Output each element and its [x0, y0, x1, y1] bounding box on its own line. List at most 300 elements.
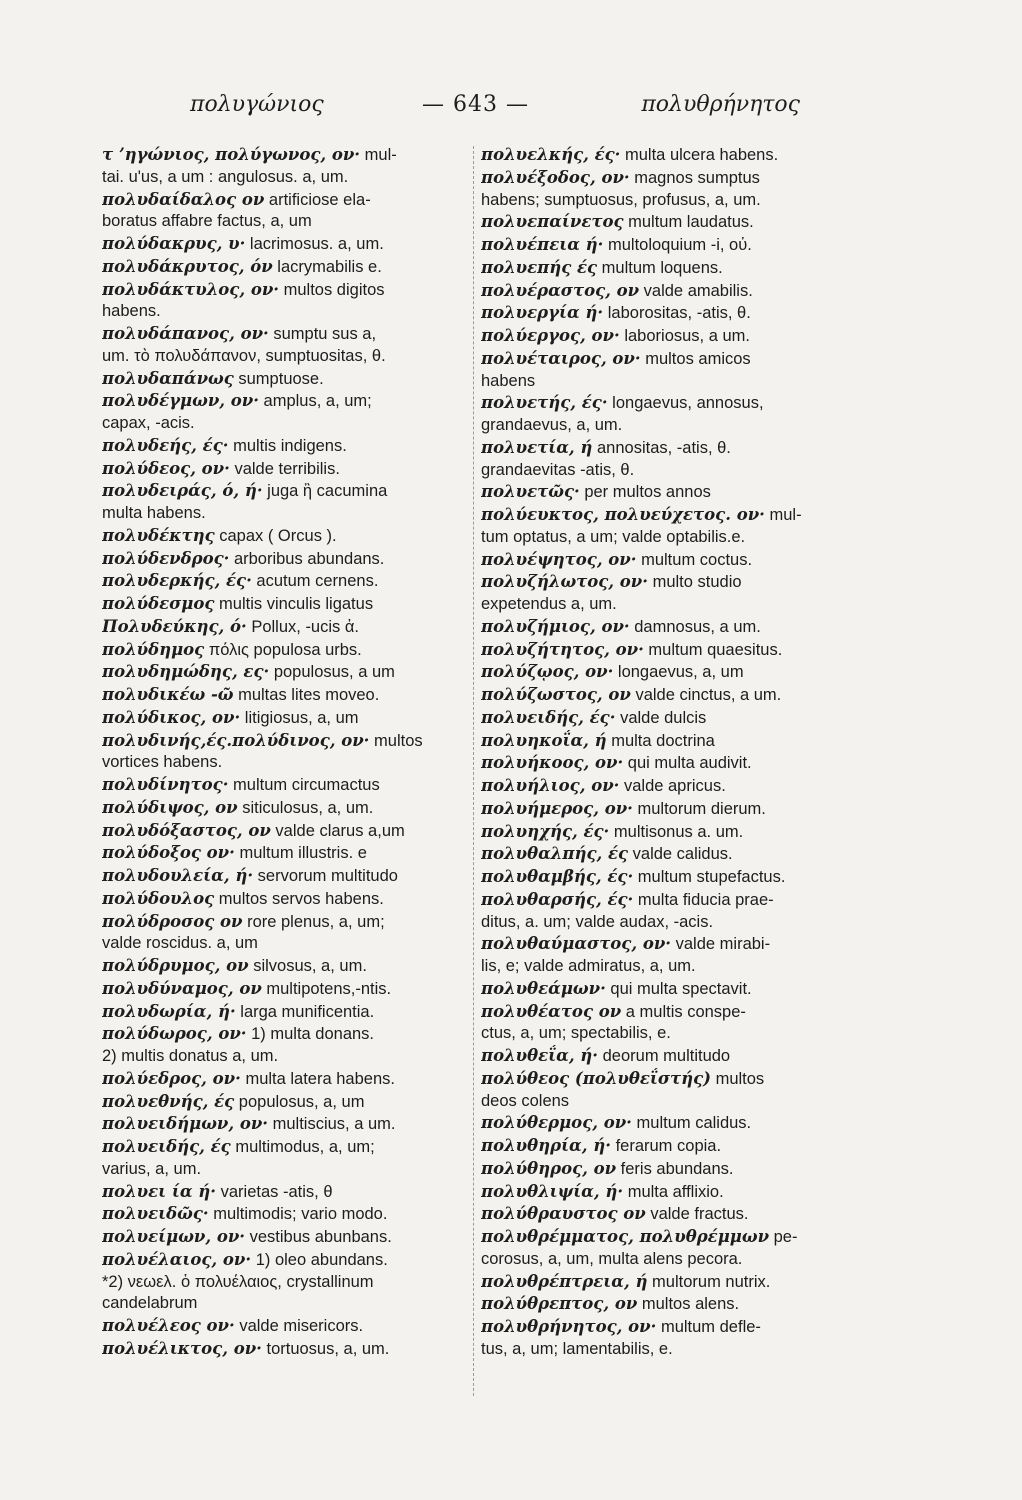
- headword: πολυήμερος, ον·: [481, 798, 633, 818]
- header-right-guide-word: πολυθρήνητος: [641, 92, 800, 117]
- entry-line: [102, 144, 470, 167]
- definition-text: multoloquium -i, οὐ.: [603, 236, 752, 254]
- definition-text: siticulosus, a, um.: [237, 798, 374, 817]
- entry-line: [102, 301, 470, 323]
- entry-line: [481, 1203, 861, 1226]
- definition-text: multum illustris. e: [234, 844, 367, 863]
- entry-line: [481, 1091, 861, 1113]
- headword: πολυετία, ή: [481, 437, 593, 457]
- entry-line: [481, 1045, 861, 1068]
- left-column: [102, 144, 470, 1404]
- headword: πολυδωρία, ή·: [102, 1001, 236, 1021]
- entry-line: [102, 368, 470, 391]
- headword: πολυέψητος, ον·: [481, 549, 637, 569]
- headword: πολυήλιος, ον·: [481, 776, 620, 795]
- entry-line: [481, 257, 861, 280]
- headword: Πολυδεύκης, ό·: [102, 616, 247, 636]
- entry-line: [481, 1339, 861, 1361]
- entry-line: [102, 413, 470, 435]
- entry-line: [102, 933, 470, 955]
- definition-text: acutum cernens.: [251, 572, 379, 591]
- entry-line: [102, 1272, 470, 1294]
- page-number: — 643 —: [422, 92, 529, 117]
- headword: πολυειδῶς·: [102, 1204, 209, 1224]
- headword: πολύδενδρος·: [102, 548, 230, 568]
- entry-line: [102, 1203, 470, 1226]
- entry-line: [481, 527, 861, 549]
- headword: πολύζωστος, ον: [481, 685, 631, 704]
- definition-text: 1) oleo abundans.: [251, 1250, 388, 1269]
- definition-text: multos alens.: [637, 1295, 740, 1314]
- entry-line: [481, 798, 861, 821]
- definition-text: um. τὸ πολυδάπανον, sumptuositas, θ.: [102, 346, 386, 365]
- entry-line: [102, 1181, 470, 1204]
- headword: πολυδάκτυλος, ον·: [102, 279, 280, 299]
- headword: πολυδέγμων, ον·: [102, 391, 259, 411]
- right-column: [481, 144, 861, 1404]
- headword: πολυδειράς, ό, ή·: [102, 481, 263, 501]
- definition-text: vestibus abunbans.: [245, 1228, 392, 1246]
- entry-line: [102, 774, 470, 797]
- definition-text: valde fractus.: [645, 1205, 749, 1224]
- definition-text: grandaevitas -atis, θ.: [481, 460, 635, 479]
- definition-text: mul-: [764, 506, 802, 524]
- headword: πολύευκτος, πολυεύχετος. ον·: [481, 505, 765, 524]
- header-left-guide-word: πολυγώνιος: [190, 92, 324, 117]
- entry-line: [481, 616, 861, 639]
- headword: πολυετῶς·: [481, 482, 580, 502]
- entry-line: [102, 323, 470, 346]
- entry-line: [102, 730, 470, 753]
- entry-line: [481, 211, 861, 234]
- definition-text: multa ulcera habens.: [620, 146, 779, 164]
- definition-text: feris abundans.: [616, 1159, 734, 1178]
- entry-line: [481, 912, 861, 934]
- definition-text: Pollux, -ucis ἀ.: [246, 617, 359, 636]
- entry-line: [481, 639, 861, 662]
- entry-line: [481, 1316, 861, 1339]
- definition-text: multa afflixio.: [623, 1182, 724, 1201]
- definition-text: πόλις populosa urbs.: [204, 640, 362, 659]
- headword: πολυδερκής, ές·: [102, 571, 252, 591]
- entry-line: [481, 1068, 861, 1091]
- entry-line: [102, 752, 470, 774]
- column-divider: [473, 146, 475, 1396]
- entry-line: [481, 889, 861, 912]
- definition-text: valde clarus a,um: [270, 821, 405, 840]
- definition-text: laborositas, -atis, θ.: [603, 304, 751, 323]
- headword: πολύδωρος, ον·: [102, 1024, 247, 1044]
- definition-text: annositas, -atis, θ.: [592, 438, 731, 457]
- headword: τ ʼηγώνιος, πολύγωνος, ον·: [102, 145, 361, 164]
- headword: πολυειδήμων, ον·: [102, 1114, 269, 1134]
- headword: πολυειδής, ές·: [481, 707, 616, 727]
- entry-line: [102, 480, 470, 503]
- headword: πολυεπής ές: [481, 257, 598, 277]
- entry-line: [102, 1315, 470, 1338]
- definition-text: habens; sumptuosus, profusus, a, um.: [481, 190, 761, 209]
- headword: πολυθαρσής, ές·: [481, 889, 634, 909]
- entry-line: [481, 661, 861, 684]
- definition-text: valde roscidus. a, um: [102, 934, 258, 953]
- entry-line: [481, 234, 861, 257]
- entry-line: [481, 144, 861, 167]
- entry-line: [481, 571, 861, 594]
- definition-text: tortuosus, a, um.: [261, 1339, 390, 1358]
- entry-line: [481, 752, 861, 775]
- headword: πολυθαλπής, ές: [481, 844, 629, 864]
- definition-text: multis vinculis ligatus: [214, 595, 374, 613]
- entry-line: [481, 1135, 861, 1158]
- entry-line: [481, 504, 861, 527]
- definition-text: multimodis; vario modo.: [208, 1205, 388, 1224]
- entry-line: [481, 1001, 861, 1024]
- definition-text: mul-: [360, 146, 397, 164]
- entry-line: [102, 167, 470, 189]
- definition-text: qui multa spectavit.: [605, 979, 752, 998]
- headword: πολυετής, ές·: [481, 393, 608, 413]
- definition-text: grandaevus, a, um.: [481, 416, 623, 434]
- headword: πολύθρεπτος, ον: [481, 1294, 638, 1314]
- headword: πολυέλικτος, ον·: [102, 1338, 262, 1358]
- definition-text: amplus, a, um;: [258, 392, 372, 411]
- headword: πολύδημος: [102, 639, 205, 659]
- headword: πολυθεάμων·: [481, 978, 606, 998]
- definition-text: valde cinctus, a um.: [630, 686, 782, 704]
- definition-text: arboribus abundans.: [229, 549, 385, 568]
- definition-text: multum coctus.: [636, 550, 753, 569]
- entry-line: [481, 460, 861, 482]
- definition-text: multiscius, a um.: [268, 1115, 396, 1134]
- definition-text: valde apricus.: [619, 777, 726, 795]
- entry-line: [102, 211, 470, 233]
- definition-text: boratus affabre factus, a, um: [102, 212, 312, 231]
- entry-line: [481, 1181, 861, 1204]
- headword: πολυθέατος ον: [481, 1001, 622, 1021]
- entry-line: [481, 730, 861, 753]
- entry-line: [102, 1023, 470, 1046]
- definition-text: valde amabilis.: [639, 281, 753, 300]
- headword: πολυέταιρος, ον·: [481, 348, 641, 368]
- entry-line: [102, 1113, 470, 1136]
- headword: πολυθαύμαστος, ον·: [481, 934, 672, 954]
- definition-text: tum optatus, a um; valde optabilis.e.: [481, 527, 746, 546]
- definition-text: populosus, a um: [269, 663, 395, 682]
- headword: πολυέλεος ον·: [102, 1316, 235, 1335]
- definition-text: multum defle-: [656, 1318, 761, 1336]
- entry-line: [481, 190, 861, 212]
- definition-text: lacrimosus. a, um.: [245, 235, 384, 253]
- entry-line: [102, 279, 470, 302]
- definition-text: multos digitos: [279, 280, 385, 299]
- headword: πολυδόξαστος, ον: [102, 820, 271, 840]
- headword: πολυδουλεία, ή·: [102, 866, 254, 885]
- definition-text: artificiose ela-: [264, 190, 371, 209]
- headword: πολύθερμος, ον·: [481, 1113, 632, 1133]
- headword: πολυέραστος, ον: [481, 280, 640, 300]
- headword: πολυδεής, ές·: [102, 435, 229, 455]
- definition-text: pe-: [769, 1228, 798, 1246]
- headword: πολυδαπάνως: [102, 368, 234, 388]
- headword: πολυδύναμος, ον: [102, 978, 262, 998]
- definition-text: vortices habens.: [102, 753, 223, 772]
- entry-line: [481, 325, 861, 348]
- definition-text: deorum multitudo: [598, 1047, 731, 1065]
- entry-line: [102, 1293, 470, 1315]
- definition-text: multisonus a. um.: [609, 822, 744, 841]
- entry-line: [481, 167, 861, 190]
- entry-line: [481, 302, 861, 325]
- definition-text: multum loquens.: [597, 258, 723, 277]
- definition-text: habens: [481, 371, 536, 390]
- entry-line: [102, 1249, 470, 1272]
- definition-text: multorum nutrix.: [647, 1272, 771, 1291]
- entry-line: [481, 978, 861, 1001]
- entry-line: [102, 797, 470, 820]
- definition-text: 2) multis donatus a, um.: [102, 1047, 279, 1065]
- entry-line: [481, 707, 861, 730]
- page-header: [190, 92, 800, 132]
- definition-text: corosus, a, um, multa alens pecora.: [481, 1249, 743, 1268]
- headword: πολυδέκτης: [102, 525, 215, 545]
- headword: πολυθρήνητος, ον·: [481, 1317, 657, 1336]
- definition-text: multum circumactus: [228, 776, 380, 794]
- definition-text: multis indigens.: [228, 436, 347, 455]
- definition-text: larga munificentia.: [235, 1002, 375, 1021]
- entry-line: [102, 888, 470, 911]
- definition-text: silvosus, a, um.: [248, 957, 367, 975]
- definition-text: tus, a, um; lamentabilis, e.: [481, 1339, 673, 1358]
- entry-line: [481, 392, 861, 415]
- definition-text: multo studio: [648, 573, 742, 592]
- entry-line: [102, 1159, 470, 1181]
- entry-line: [481, 348, 861, 371]
- definition-text: magnos sumptus: [629, 168, 760, 187]
- definition-text: multa habens.: [102, 504, 206, 522]
- headword: πολυελκής, ές·: [481, 145, 621, 164]
- headword: πολυει ία ή·: [102, 1181, 217, 1201]
- entry-line: [102, 684, 470, 707]
- definition-text: *2) νεωελ. ὁ πολυέλαιος, crystallinum: [102, 1272, 374, 1291]
- definition-text: capax, -acis.: [102, 414, 195, 432]
- headword: πολυέξοδος, ον·: [481, 167, 630, 187]
- definition-text: damnosus, a um.: [629, 617, 761, 636]
- definition-text: tai. u'us, a um : angulosus. a, um.: [102, 167, 349, 186]
- headword: πολυζήτητος, ον·: [481, 639, 644, 659]
- headword: πολύζῳος, ον·: [481, 662, 614, 682]
- headword: πολυδάκρυτος, όν: [102, 256, 273, 276]
- definition-text: litigiosus, a, um: [240, 708, 359, 727]
- entry-line: [102, 1136, 470, 1159]
- entry-line: [102, 548, 470, 571]
- definition-text: multipotens,-ntis.: [261, 979, 392, 998]
- entry-line: [102, 639, 470, 662]
- definition-text: multorum dierum.: [632, 799, 766, 818]
- definition-text: a multis conspe-: [621, 1002, 746, 1021]
- headword: πολυδημώδης, ες·: [102, 662, 270, 682]
- headword: πολύδρυμος, ον: [102, 956, 249, 975]
- entry-line: [481, 843, 861, 866]
- definition-text: populosus, a, um: [234, 1092, 365, 1111]
- entry-line: [481, 775, 861, 798]
- entry-line: [481, 933, 861, 956]
- entry-line: [102, 390, 470, 413]
- headword: πολυθηρία, ή·: [481, 1136, 611, 1155]
- definition-text: multum quaesitus.: [643, 640, 783, 659]
- headword: πολυηχής, ές·: [481, 821, 610, 841]
- headword: πολύδεος, ον·: [102, 458, 230, 478]
- entry-line: [481, 1112, 861, 1135]
- headword: πολυδικέω -ῶ: [102, 685, 234, 704]
- entry-line: [102, 1046, 470, 1068]
- headword: πολυεθνής, ές: [102, 1091, 235, 1111]
- definition-text: 1) multa donans.: [246, 1025, 375, 1044]
- headword: πολύθηρος, ον: [481, 1158, 617, 1178]
- entry-line: [102, 593, 470, 616]
- definition-text: habens.: [102, 302, 161, 321]
- definition-text: expetendus a, um.: [481, 595, 617, 613]
- definition-text: valde dulcis: [615, 708, 707, 727]
- headword: πολύδιψος, ον: [102, 797, 238, 817]
- definition-text: multum stupefactus.: [633, 868, 786, 886]
- definition-text: sumptu sus a,: [268, 325, 377, 343]
- definition-text: candelabrum: [102, 1294, 198, 1313]
- headword: πολυειδής, ές: [102, 1137, 231, 1156]
- entry-line: [102, 865, 470, 888]
- entry-line: [481, 1293, 861, 1316]
- entry-line: [481, 280, 861, 303]
- headword: πολύδεσμος: [102, 594, 215, 613]
- entry-line: [481, 1158, 861, 1181]
- definition-text: multos: [710, 1069, 765, 1088]
- headword: πολυεπαίνετος: [481, 212, 624, 232]
- headword: πολύδοξος ον·: [102, 843, 235, 863]
- definition-text: ferarum copia.: [611, 1137, 722, 1155]
- definition-text: laboriosus, a um.: [619, 327, 750, 345]
- headword: πολυζήλωτος, ον·: [481, 572, 648, 592]
- entry-line: [102, 256, 470, 279]
- entry-line: [481, 371, 861, 393]
- entry-line: [102, 435, 470, 458]
- headword: πολυέλαιος, ον·: [102, 1249, 252, 1269]
- definition-text: varius, a, um.: [102, 1159, 202, 1178]
- entry-line: [481, 956, 861, 978]
- headword: πολυείμων, ον·: [102, 1227, 246, 1246]
- definition-text: juga ἢ cacumina: [262, 482, 388, 501]
- headword: πολύδουλος: [102, 888, 215, 908]
- definition-text: multa doctrina: [606, 731, 715, 750]
- headword: πολύεδρος, ον·: [102, 1068, 241, 1088]
- entry-line: [102, 707, 470, 730]
- headword: πολυθλιψία, ή·: [481, 1181, 624, 1201]
- definition-text: varietas -atis, θ: [216, 1182, 333, 1201]
- entry-line: [481, 1023, 861, 1045]
- entry-line: [102, 189, 470, 212]
- entry-line: [102, 233, 470, 256]
- entry-line: [102, 1068, 470, 1091]
- headword: πολύθραυστος ον: [481, 1204, 646, 1224]
- headword: πολυδαίδαλος ον: [102, 189, 265, 209]
- entry-line: [102, 955, 470, 978]
- entry-line: [481, 1226, 861, 1249]
- entry-line: [102, 503, 470, 525]
- definition-text: valde mirabi-: [671, 935, 771, 954]
- definition-text: per multos annos: [579, 483, 711, 502]
- definition-text: valde terribilis.: [229, 459, 340, 478]
- entry-line: [481, 415, 861, 437]
- definition-text: multimodus, a, um;: [230, 1138, 375, 1156]
- headword: πολυδάπανος, ον·: [102, 324, 269, 343]
- entry-line: [102, 1001, 470, 1024]
- headword: πολυέπεια ή·: [481, 235, 604, 254]
- entry-line: [102, 820, 470, 843]
- entry-line: [102, 346, 470, 368]
- headword: πολυθρέπτρεια, ή: [481, 1271, 648, 1291]
- definition-text: ditus, a. um; valde audax, -acis.: [481, 912, 714, 931]
- entry-line: [481, 866, 861, 889]
- entry-line: [481, 549, 861, 572]
- headword: πολύδακρυς, υ·: [102, 234, 246, 253]
- definition-text: multos amicos: [640, 349, 751, 368]
- definition-text: lis, e; valde admiratus, a, um.: [481, 957, 696, 975]
- entry-line: [481, 594, 861, 616]
- definition-text: longaevus, annosus,: [607, 394, 764, 413]
- definition-text: valde calidus.: [628, 845, 733, 864]
- definition-text: multos servos habens.: [214, 889, 384, 908]
- entry-line: [481, 821, 861, 844]
- entry-line: [102, 1091, 470, 1114]
- entry-line: [102, 458, 470, 481]
- headword: πολυθρέμματος, πολυθρέμμων: [481, 1227, 770, 1246]
- headword: πολύδικος, ον·: [102, 707, 241, 727]
- definition-text: longaevus, a, um: [613, 663, 744, 682]
- headword: πολυθεΐα, ή·: [481, 1046, 599, 1065]
- entry-line: [481, 1271, 861, 1294]
- definition-text: multa latera habens.: [240, 1069, 395, 1088]
- entry-line: [102, 1338, 470, 1361]
- definition-text: ctus, a, um; spectabilis, e.: [481, 1024, 671, 1043]
- headword: πολυδίνητος·: [102, 775, 229, 794]
- headword: πολυζήμιος, ον·: [481, 616, 630, 636]
- entry-line: [481, 437, 861, 460]
- definition-text: multum calidus.: [631, 1114, 752, 1133]
- definition-text: sumptuose.: [233, 369, 324, 388]
- entry-line: [102, 1226, 470, 1249]
- definition-text: lacrymabilis e.: [272, 257, 382, 276]
- entry-line: [481, 481, 861, 504]
- headword: πολυηκοΐα, ή: [481, 730, 607, 750]
- headword: πολύδροσος ον: [102, 911, 243, 931]
- headword: πολυεργία ή·: [481, 303, 604, 323]
- definition-text: rore plenus, a, um;: [242, 912, 385, 931]
- entry-line: [102, 616, 470, 639]
- definition-text: valde misericors.: [234, 1317, 364, 1335]
- entry-line: [102, 842, 470, 865]
- headword: πολυθαμβής, ές·: [481, 867, 634, 886]
- entry-line: [481, 684, 861, 707]
- definition-text: deos colens: [481, 1091, 570, 1110]
- headword: πολυδινής,ές.πολύδινος, ον·: [102, 730, 370, 750]
- headword: πολυήκοος, ον·: [481, 753, 624, 773]
- headword: πολύθεος (πολυθεΐστής): [481, 1068, 711, 1088]
- definition-text: qui multa audivit.: [623, 754, 752, 773]
- entry-line: [102, 911, 470, 934]
- definition-text: capax ( Orcus ).: [214, 526, 337, 545]
- entry-line: [481, 1249, 861, 1271]
- definition-text: multum laudatus.: [623, 213, 754, 232]
- definition-text: multa fiducia prae-: [633, 890, 774, 909]
- entry-line: [102, 570, 470, 593]
